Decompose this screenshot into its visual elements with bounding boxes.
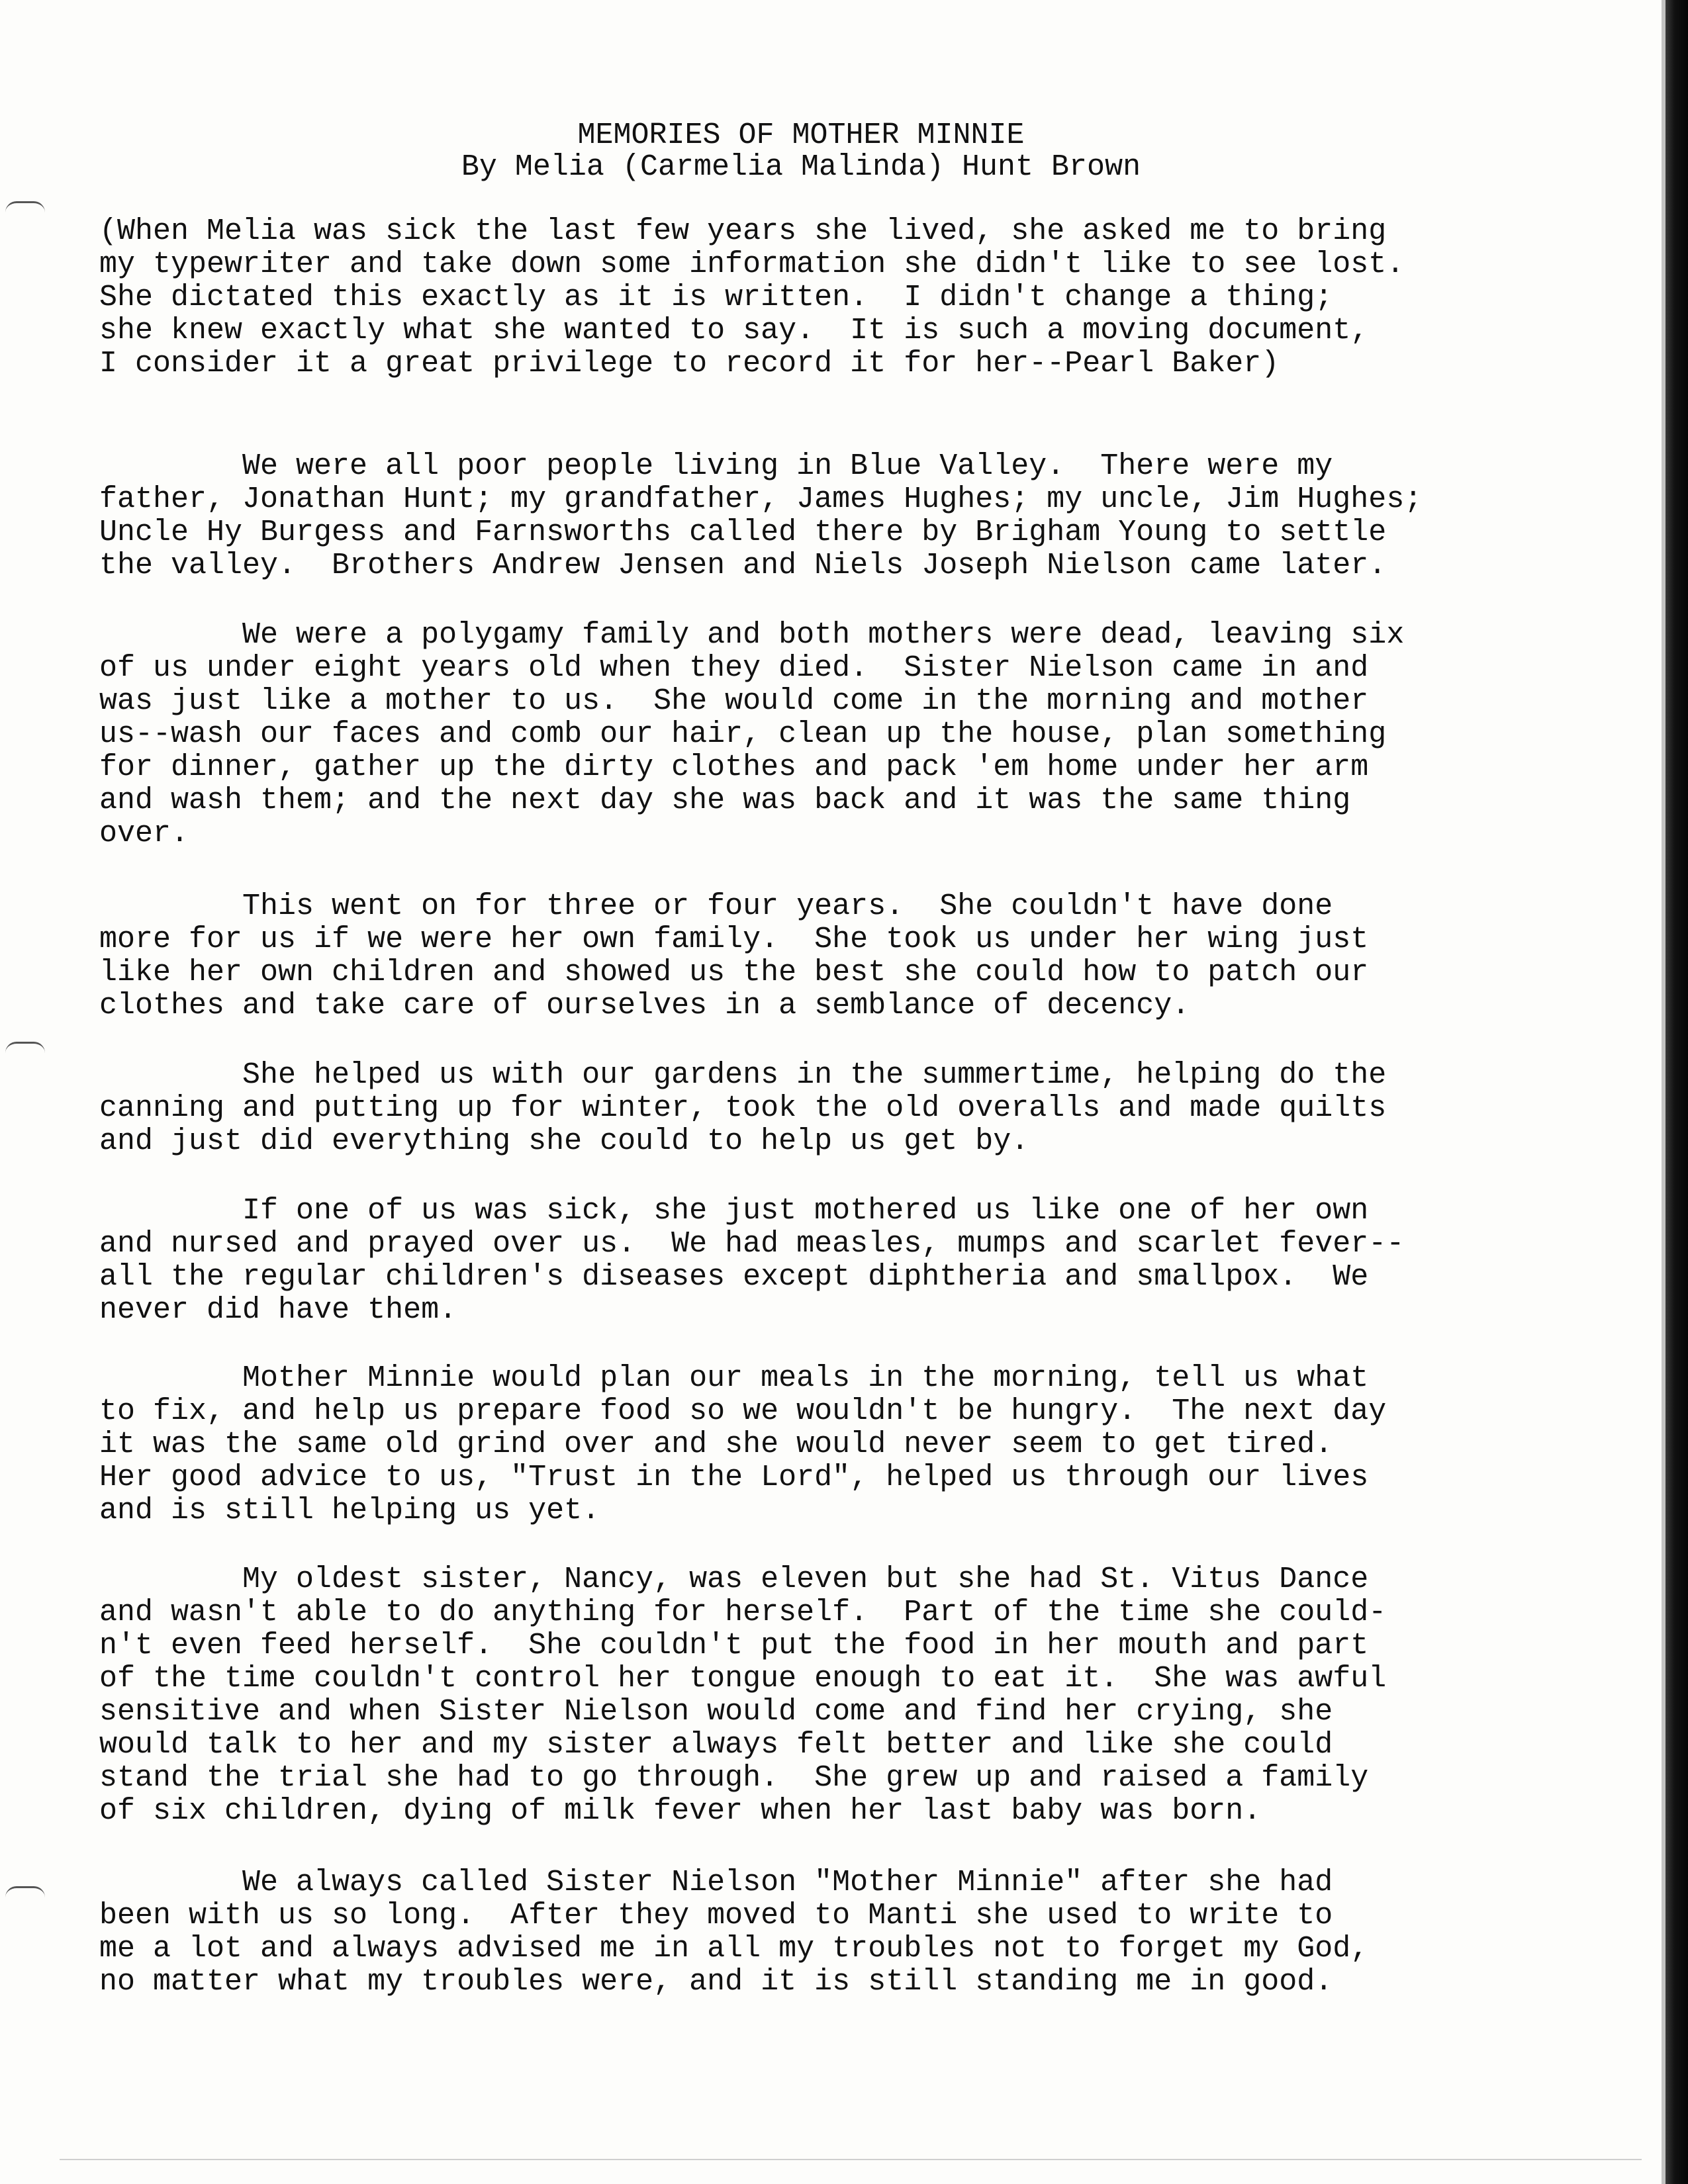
- paragraph-line: We were a polygamy family and both mothers were dead, leaving six: [99, 618, 1405, 652]
- paragraph-line: canning and putting up for winter, took the old overalls and made quilts: [99, 1091, 1387, 1125]
- paragraph-line: and is still helping us yet.: [99, 1494, 600, 1527]
- scan-bottom-rule: [60, 2159, 1642, 2160]
- paragraph-line: over.: [99, 817, 189, 850]
- intro-paragraph: [99, 215, 1622, 381]
- paragraph-line: sensitive and when Sister Nielson would come and find her crying, she: [99, 1695, 1333, 1729]
- paragraph-line: to fix, and help us prepare food so we wouldn't be hungry. The next day: [99, 1394, 1387, 1428]
- paragraph-line: Uncle Hy Burgess and Farnsworths called there by Brigham Young to settle: [99, 516, 1387, 549]
- paragraph-line: more for us if we were her own family. She took us under her wing just: [99, 923, 1369, 956]
- paragraph-1: [99, 450, 1622, 582]
- paragraph-6: [99, 1362, 1622, 1527]
- paragraph-line: was just like a mother to us. She would come in the morning and mother: [99, 684, 1369, 718]
- paragraph-line: and just did everything she could to help us get by.: [99, 1124, 1029, 1158]
- document-byline: By Melia (Carmelia Malinda) Hunt Brown: [461, 150, 1141, 184]
- paragraph-line: me a lot and always advised me in all my troubles not to forget my God,: [99, 1932, 1369, 1966]
- paragraph-line: and nursed and prayed over us. We had measles, mumps and scarlet fever--: [99, 1227, 1405, 1261]
- intro-line: She dictated this exactly as it is written. I didn't change a thing;: [99, 281, 1333, 314]
- paragraph-line: of the time couldn't control her tongue enough to eat it. She was awful: [99, 1662, 1387, 1696]
- intro-line: I consider it a great privilege to record it for her--Pearl Baker): [99, 347, 1280, 381]
- paragraph-line: been with us so long. After they moved to Manti she used to write to: [99, 1899, 1333, 1933]
- paragraph-line: stand the trial she had to go through. She grew up and raised a family: [99, 1761, 1369, 1795]
- paragraph-3: [99, 890, 1622, 1023]
- intro-line: she knew exactly what she wanted to say. It is such a moving document,: [99, 314, 1369, 347]
- paragraph-line: This went on for three or four years. She couldn't have done: [99, 889, 1333, 923]
- paragraph-line: father, Jonathan Hunt; my grandfather, James Hughes; my uncle, Jim Hughes;: [99, 482, 1423, 516]
- scan-edge: [1665, 0, 1688, 2184]
- paragraph-line: us--wash our faces and comb our hair, clean up the house, plan something: [99, 717, 1387, 751]
- paragraph-7: [99, 1563, 1622, 1828]
- paragraph-line: no matter what my troubles were, and it is still standing me in good.: [99, 1965, 1333, 1999]
- margin-mark: [5, 1042, 45, 1053]
- paragraph-line: of six children, dying of milk fever when her last baby was born.: [99, 1794, 1262, 1828]
- paragraph-line: My oldest sister, Nancy, was eleven but she had St. Vitus Dance: [99, 1563, 1369, 1596]
- paragraph-line: Mother Minnie would plan our meals in the morning, tell us what: [99, 1361, 1369, 1395]
- paragraph-line: She helped us with our gardens in the summertime, helping do the: [99, 1058, 1387, 1092]
- paragraph-line: of us under eight years old when they died. Sister Nielson came in and: [99, 651, 1369, 685]
- document-title: MEMORIES OF MOTHER MINNIE: [577, 118, 1025, 152]
- paragraph-4: [99, 1059, 1622, 1158]
- paragraph-line: for dinner, gather up the dirty clothes and pack 'em home under her arm: [99, 751, 1369, 784]
- paragraph-line: and wasn't able to do anything for herself. Part of the time she could-: [99, 1596, 1387, 1629]
- paragraph-line: and wash them; and the next day she was back and it was the same thing: [99, 784, 1351, 817]
- paragraph-2: [99, 619, 1622, 850]
- paragraph-line: We were all poor people living in Blue Valley. There were my: [99, 449, 1333, 483]
- paragraph-line: We always called Sister Nielson "Mother Minnie" after she had: [99, 1866, 1333, 1899]
- paragraph-line: Her good advice to us, "Trust in the Lord", helped us through our lives: [99, 1461, 1369, 1494]
- paragraph-line: If one of us was sick, she just mothered us like one of her own: [99, 1194, 1369, 1228]
- paragraph-8: [99, 1866, 1622, 1999]
- paragraph-line: clothes and take care of ourselves in a semblance of decency.: [99, 989, 1190, 1023]
- margin-mark: [5, 201, 45, 212]
- intro-line: my typewriter and take down some information she didn't like to see lost.: [99, 248, 1405, 281]
- margin-mark: [5, 1886, 45, 1897]
- paragraph-5: [99, 1195, 1622, 1327]
- paragraph-line: n't even feed herself. She couldn't put the food in her mouth and part: [99, 1629, 1369, 1662]
- paragraph-line: it was the same old grind over and she would never seem to get tired.: [99, 1428, 1333, 1461]
- intro-line: (When Melia was sick the last few years she lived, she asked me to bring: [99, 214, 1387, 248]
- paragraph-line: the valley. Brothers Andrew Jensen and Niels Joseph Nielson came later.: [99, 549, 1387, 582]
- paragraph-line: never did have them.: [99, 1293, 457, 1327]
- paragraph-line: all the regular children's diseases except diphtheria and smallpox. We: [99, 1260, 1369, 1294]
- paragraph-line: like her own children and showed us the best she could how to patch our: [99, 956, 1369, 989]
- paragraph-line: would talk to her and my sister always felt better and like she could: [99, 1728, 1333, 1762]
